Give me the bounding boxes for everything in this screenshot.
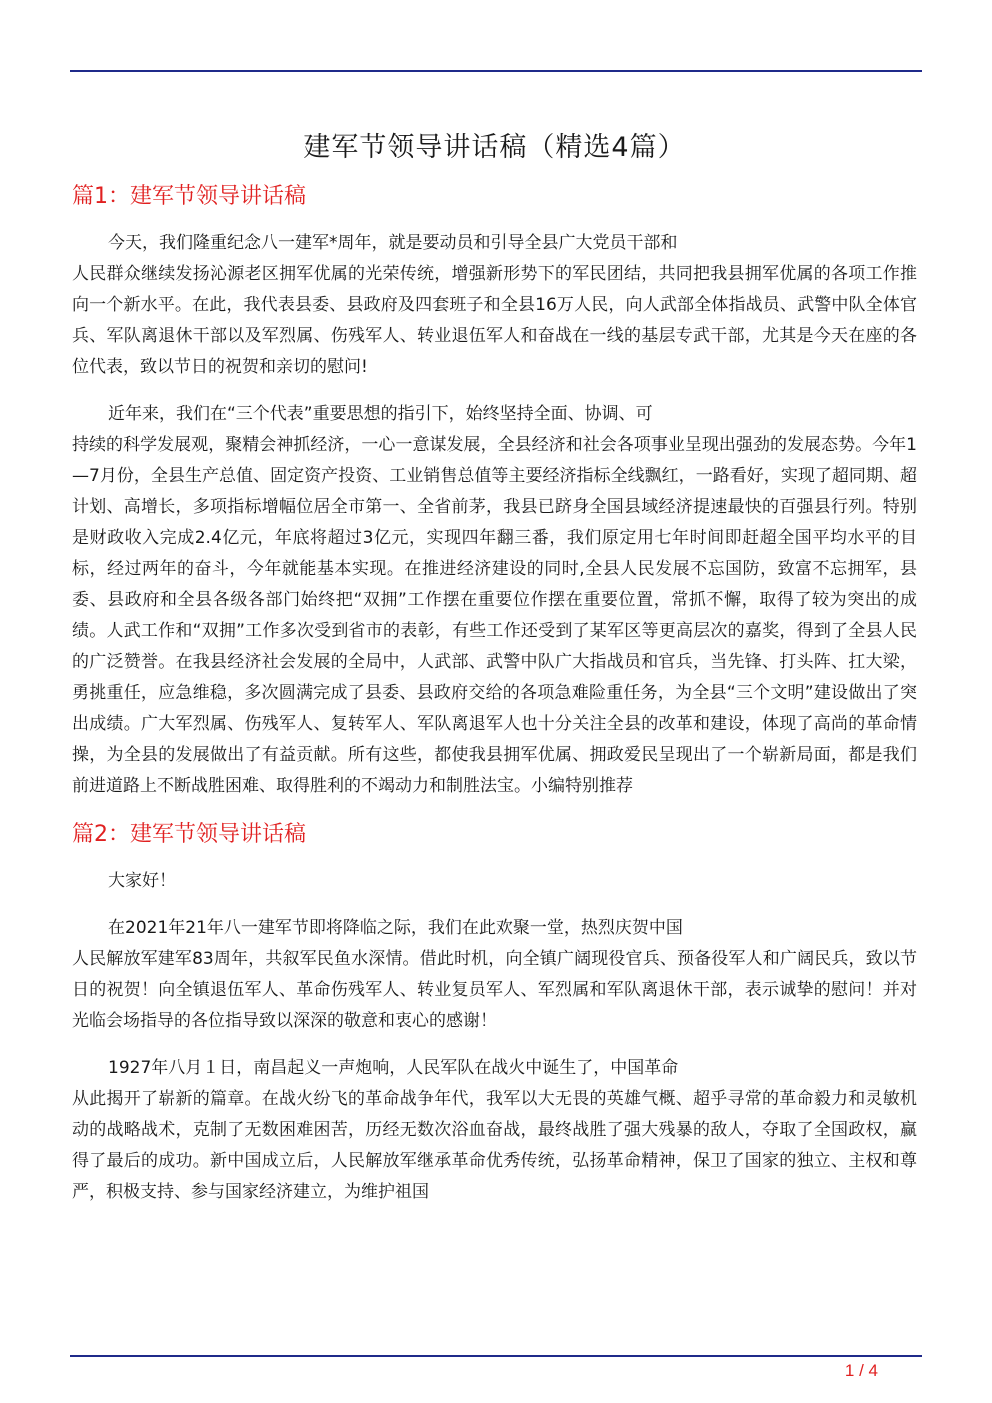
document-body	[72, 126, 917, 1224]
page-number: 1 / 4	[844, 1361, 878, 1380]
page-title: 建军节领导讲话稿（精选4篇）	[303, 132, 686, 163]
section-heading-2: 篇2：建军节领导讲话稿	[72, 822, 306, 847]
header-rule	[70, 70, 922, 72]
paragraph-text: 从此揭开了崭新的篇章。在战火纷飞的革命战争年代，我军以大无畏的英雄气概、超乎寻常的革命毅力和灵敏机动的战略战术，克制了无数困难困苦，历经无数次浴血奋战，最终战胜了强大残暴的敌人，夺取了全国政权，赢得了最后的成功。新中国成立后，人民解放军继承革命优秀传统，弘扬革命精神，保卫了国家的独立、主权和尊严，积极支持、参与国家经济建立，为维护祖国	[72, 1089, 917, 1202]
paragraph-first-line: 大家好！	[108, 871, 176, 891]
paragraph-text: 人民解放军建军83周年，共叙军民鱼水深情。借此时机，向全镇广阔现役官兵、预备役军人和广阔民兵，致以节日的祝贺！向全镇退伍军人、革命伤残军人、转业复员军人、军烈属和军队离退休干部，表示诚挚的慰问！并对光临会场指导的各位指导致以深深的敬意和衷心的感谢！	[72, 949, 917, 1031]
paragraph	[72, 913, 917, 1037]
paragraph-text: 人民群众继续发扬沁源老区拥军优属的光荣传统，增强新形势下的军民团结，共同把我县拥军优属的各项工作推向一个新水平。在此，我代表县委、县政府及四套班子和全县16万人民，向人武部全体指战员、武警中队全体官兵、军队离退休干部以及军烈属、伤残军人、转业退伍军人和奋战在一线的基层专武干部，尤其是今天在座的各位代表，致以节日的祝贺和亲切的慰问!	[72, 264, 917, 377]
paragraph-first-line: 近年来，我们在“三个代表”重要思想的指引下，始终坚持全面、协调、可	[108, 404, 653, 424]
paragraph	[72, 228, 917, 383]
paragraph-text: 持续的科学发展观，聚精会神抓经济，一心一意谋发展，全县经济和社会各项事业呈现出强劲的发展态势。今年1—7月份，全县生产总值、固定资产投资、工业销售总值等主要经济指标全线飘红，一路看好，实现了超同期、超计划、高增长，多项指标增幅位居全市第一、全省前茅，我县已跻身全国县域经济提速最快的百强县行列。特别是财政收入完成2.4亿元，年底将超过3亿元，实现四年翻三番，我们原定用七年时间即赶超全国平均水平的目标，经过两年的奋斗，今年就能基本实现。在推进经济建设的同时,全县人民发展不忘国防，致富不忘拥军，县委、县政府和全县各级各部门始终把“双拥”工作摆在重要位作摆在重要位置，常抓不懈，取得了较为突出的成绩。人武工作和“双拥”工作多次受到省市的表彰，有些工作还受到了某军区等更高层次的嘉奖，得到了全县人民的广泛赞誉。在我县经济社会发展的全局中，人武部、武警中队广大指战员和官兵，当先锋、打头阵、扛大梁，勇挑重任，应急维稳，多次圆满完成了县委、县政府交给的各项急难险重任务，为全县“三个文明”建设做出了突出成绩。广大军烈属、伤残军人、复转军人、军队离退军人也十分关注全县的改革和建设，体现了高尚的革命情操，为全县的发展做出了有益贡献。所有这些，都使我县拥军优属、拥政爱民呈现出了一个崭新局面，都是我们前进道路上不断战胜困难、取得胜利的不竭动力和制胜法宝。小编特别推荐	[72, 435, 917, 796]
paragraph-first-line: 在2021年21年八一建军节即将降临之际，我们在此欢聚一堂，热烈庆贺中国	[108, 918, 683, 938]
footer-rule	[70, 1355, 922, 1357]
paragraph-first-line: 1927年八月１日，南昌起义一声炮响，人民军队在战火中诞生了，中国革命	[108, 1058, 679, 1078]
paragraph-first-line: 今天，我们隆重纪念八一建军*周年，就是要动员和引导全县广大党员干部和	[108, 233, 678, 253]
paragraph	[72, 866, 917, 897]
paragraph	[72, 1053, 917, 1208]
section-heading-1: 篇1：建军节领导讲话稿	[72, 184, 306, 209]
paragraph	[72, 399, 917, 802]
